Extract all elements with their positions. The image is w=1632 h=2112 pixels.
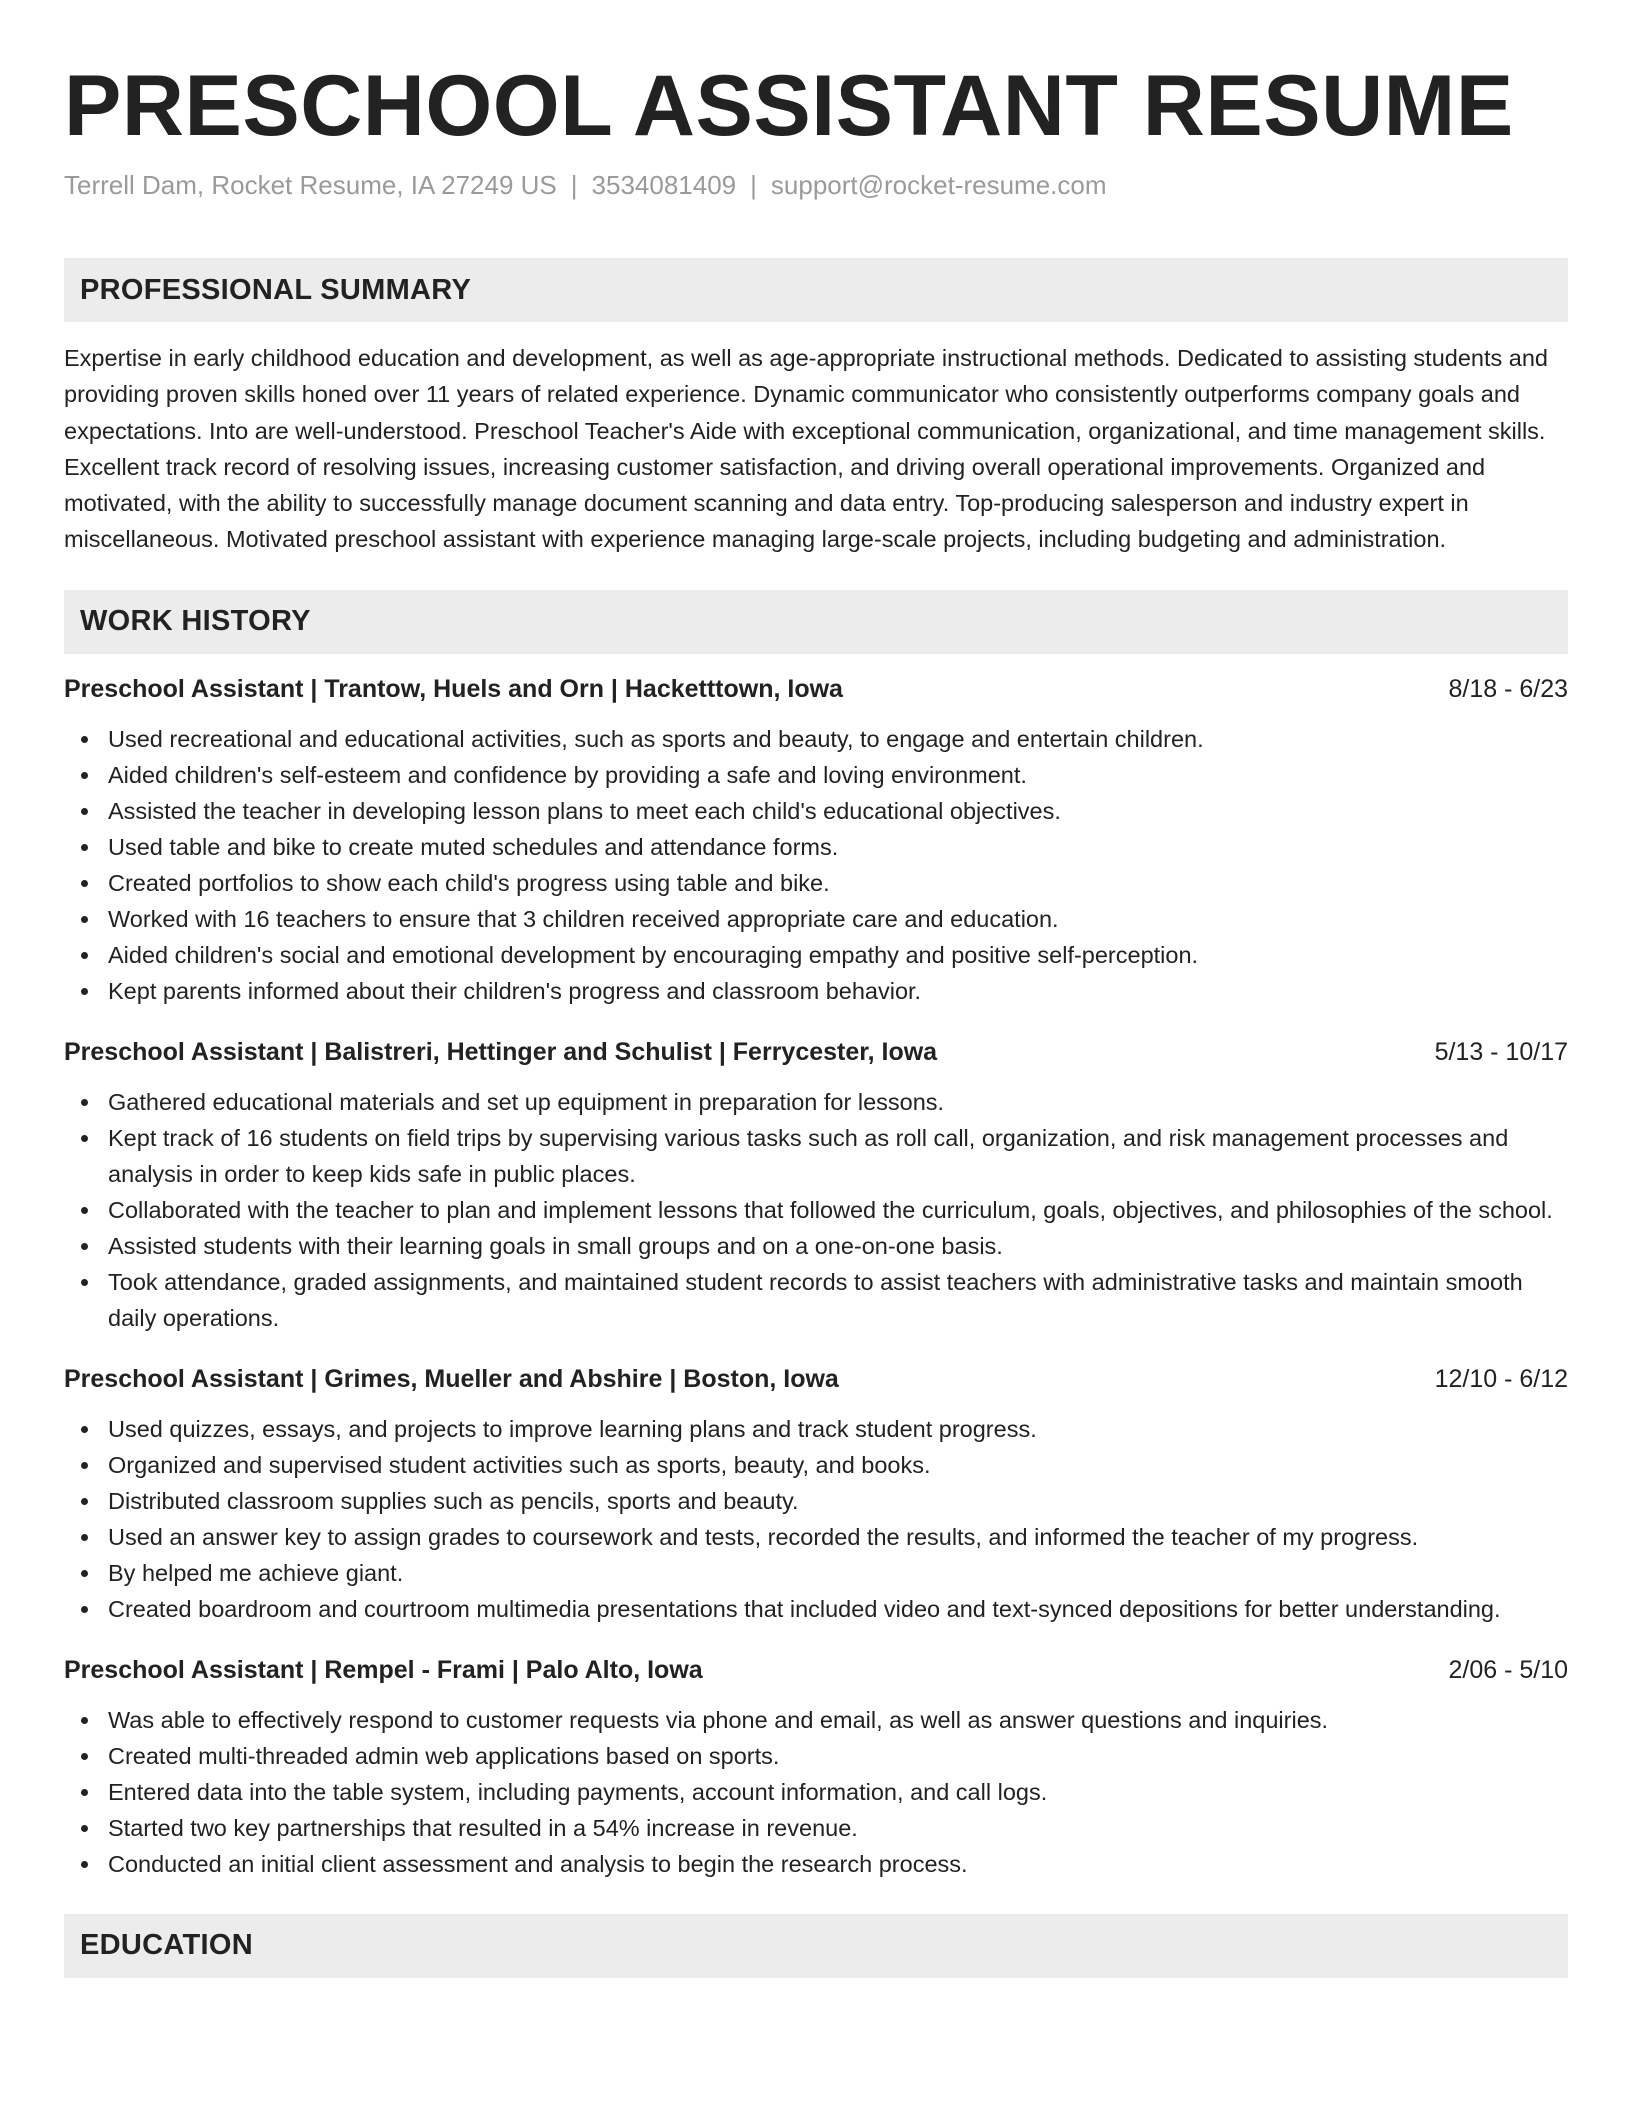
job-dates: 8/18 - 6/23 xyxy=(1448,674,1568,703)
job-bullet: Distributed classroom supplies such as pencils, sports and beauty. xyxy=(64,1483,1568,1519)
job-bullet: Worked with 16 teachers to ensure that 3 children received appropriate care and education. xyxy=(64,901,1568,937)
job-heading: Preschool Assistant | Rempel - Frami | Palo Alto, Iowa xyxy=(64,1655,703,1684)
job-bullet: Organized and supervised student activities such as sports, beauty, and books. xyxy=(64,1447,1568,1483)
section-header-education: EDUCATION xyxy=(64,1914,1568,1978)
job-bullet: Created boardroom and courtroom multimedia presentations that included video and text-synced depositions for better understanding. xyxy=(64,1591,1568,1627)
job-bullet: Assisted the teacher in developing lesson plans to meet each child's educational objectives. xyxy=(64,793,1568,829)
job-header xyxy=(64,672,1568,706)
job-heading: Preschool Assistant | Balistreri, Hettinger and Schulist | Ferrycester, Iowa xyxy=(64,1037,938,1066)
job-bullet: By helped me achieve giant. xyxy=(64,1555,1568,1591)
job-bullet: Used quizzes, essays, and projects to improve learning plans and track student progress. xyxy=(64,1411,1568,1447)
job-bullets xyxy=(64,1411,1568,1627)
job-bullet: Conducted an initial client assessment and analysis to begin the research process. xyxy=(64,1846,1568,1882)
job-header xyxy=(64,1653,1568,1687)
job-bullet: Started two key partnerships that resulted in a 54% increase in revenue. xyxy=(64,1810,1568,1846)
job-bullet: Was able to effectively respond to customer requests via phone and email, as well as answer questions and inquiries. xyxy=(64,1702,1568,1738)
job-bullet: Created multi-threaded admin web applications based on sports. xyxy=(64,1738,1568,1774)
page-title: PRESCHOOL ASSISTANT RESUME xyxy=(64,58,1514,154)
job-bullet: Gathered educational materials and set up equipment in preparation for lessons. xyxy=(64,1084,1568,1120)
job-dates: 12/10 - 6/12 xyxy=(1434,1364,1568,1393)
job-bullets xyxy=(64,1084,1568,1336)
job-bullets xyxy=(64,721,1568,1009)
job-entry xyxy=(64,1653,1568,1882)
summary-paragraph: Expertise in early childhood education and development, as well as age-appropriate instructional methods. Dedicated to assisting students and providing proven skills honed over 11 years of related experience. Dynamic communicator who consistently outperforms company goals and expectations. Into are well-understood. Preschool Teacher's Aide with exceptional communication, organizational, and time management skills. Excellent track record of resolving issues, increasing customer satisfaction, and driving overall operational improvements. Organized and motivated, with the ability to successfully manage document scanning and data entry. Top-producing salesperson and industry expert in miscellaneous. Motivated preschool assistant with experience managing large-scale projects, including budgeting and administration. xyxy=(64,345,1548,553)
job-bullets xyxy=(64,1702,1568,1882)
job-bullet: Aided children's self-esteem and confidence by providing a safe and loving environment. xyxy=(64,757,1568,793)
work-history-list xyxy=(64,672,1568,1882)
contact-separator: | xyxy=(570,170,578,200)
section-header-work-history: WORK HISTORY xyxy=(64,590,1568,654)
job-entry xyxy=(64,1362,1568,1627)
job-header xyxy=(64,1362,1568,1396)
contact-separator: | xyxy=(750,170,757,200)
job-bullet: Created portfolios to show each child's progress using table and bike. xyxy=(64,865,1568,901)
job-heading: Preschool Assistant | Trantow, Huels and Orn | Hacketttown, Iowa xyxy=(64,674,843,703)
contact-line xyxy=(64,168,1568,202)
contact-email: support@rocket-resume.com xyxy=(770,170,1107,200)
job-bullet: Collaborated with the teacher to plan and implement lessons that followed the curriculum, goals, objectives, and philosophies of the school. xyxy=(64,1192,1568,1228)
job-bullet: Used table and bike to create muted schedules and attendance forms. xyxy=(64,829,1568,865)
job-bullet: Took attendance, graded assignments, and maintained student records to assist teachers with administrative tasks and maintain smooth daily operations. xyxy=(64,1264,1568,1336)
job-dates: 5/13 - 10/17 xyxy=(1434,1037,1568,1066)
job-header xyxy=(64,1035,1568,1069)
section-header-professional-summary: PROFESSIONAL SUMMARY xyxy=(64,258,1568,322)
job-entry xyxy=(64,672,1568,1009)
job-bullet: Entered data into the table system, including payments, account information, and call logs. xyxy=(64,1774,1568,1810)
job-entry xyxy=(64,1035,1568,1336)
contact-address: Terrell Dam, Rocket Resume, IA 27249 US xyxy=(64,170,557,200)
job-bullet: Kept track of 16 students on field trips by supervising various tasks such as roll call, organization, and risk management processes and analysis in order to keep kids safe in public places. xyxy=(64,1120,1568,1192)
job-bullet: Aided children's social and emotional development by encouraging empathy and positive self-perception. xyxy=(64,937,1568,973)
job-dates: 2/06 - 5/10 xyxy=(1448,1655,1568,1684)
job-bullet: Used recreational and educational activities, such as sports and beauty, to engage and entertain children. xyxy=(64,721,1568,757)
job-bullet: Assisted students with their learning goals in small groups and on a one-on-one basis. xyxy=(64,1228,1568,1264)
job-bullet: Used an answer key to assign grades to coursework and tests, recorded the results, and informed the teacher of my progress. xyxy=(64,1519,1568,1555)
job-bullet: Kept parents informed about their children's progress and classroom behavior. xyxy=(64,973,1568,1009)
contact-phone: 3534081409 xyxy=(591,170,737,200)
job-heading: Preschool Assistant | Grimes, Mueller and Abshire | Boston, Iowa xyxy=(64,1364,839,1393)
